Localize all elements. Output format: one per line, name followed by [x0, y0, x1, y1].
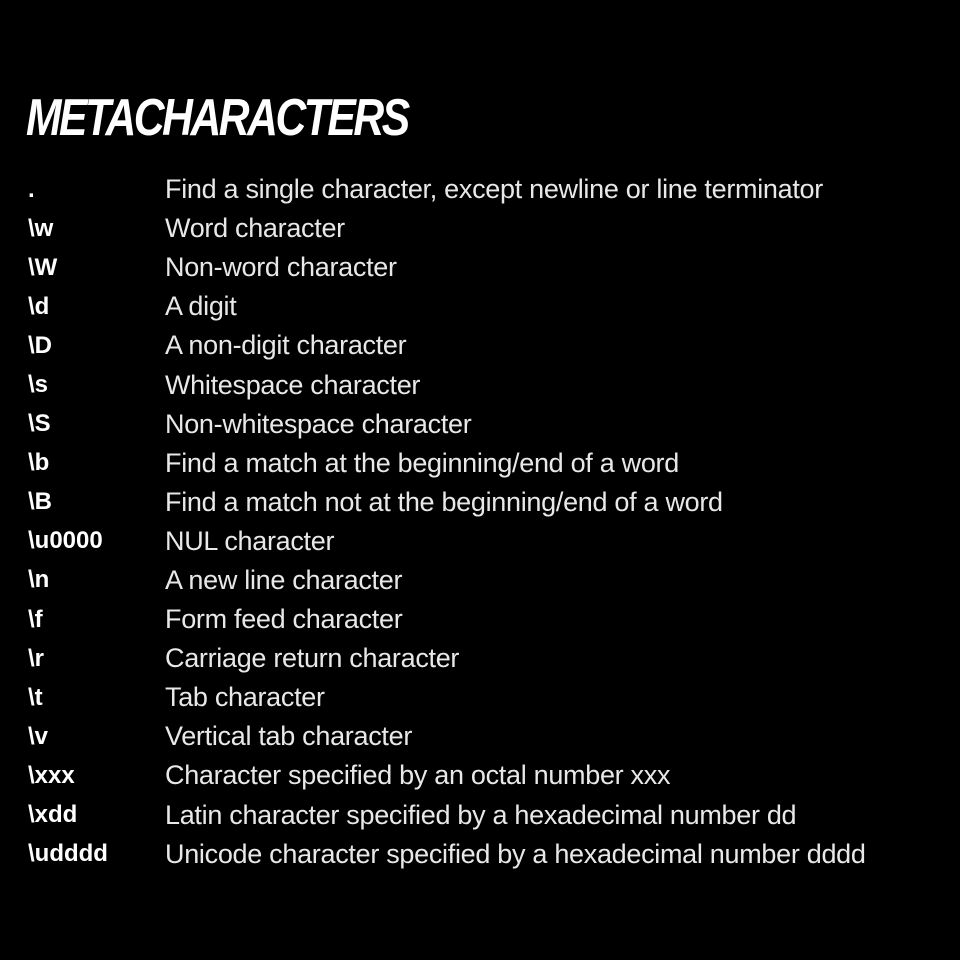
list-item: [28, 209, 866, 248]
metacharacter: .: [28, 175, 35, 203]
metacharacter: \d: [28, 292, 50, 320]
list-item: [28, 326, 866, 365]
list-item: [28, 639, 866, 678]
description: Carriage return character: [165, 643, 460, 674]
list-item: [28, 522, 866, 561]
list-item: [28, 756, 866, 795]
list-item: [28, 600, 866, 639]
list-item: [28, 287, 866, 326]
metacharacter: \t: [28, 683, 43, 711]
metacharacter: \D: [28, 331, 52, 359]
metacharacter: \s: [28, 371, 49, 399]
metacharacter: \u0000: [28, 527, 103, 555]
metacharacter: \r: [28, 644, 45, 672]
description: Latin character specified by a hexadecimal number dd: [165, 799, 797, 830]
metacharacter: \xxx: [28, 761, 75, 789]
page-title: METACHARACTERS: [26, 89, 408, 147]
metacharacter: \f: [28, 605, 43, 633]
list-item: [28, 483, 866, 522]
list-item: [28, 444, 866, 483]
metacharacter: \b: [28, 449, 50, 477]
metacharacter: \v: [28, 722, 49, 750]
description: Unicode character specified by a hexadecimal number dddd: [165, 838, 866, 869]
description: A new line character: [165, 564, 403, 595]
description: Vertical tab character: [165, 721, 413, 752]
metacharacter: \xdd: [28, 801, 78, 829]
description: Tab character: [165, 682, 325, 713]
metacharacter: \B: [28, 488, 52, 516]
list-item: [28, 678, 866, 717]
metacharacter: \udddd: [28, 840, 108, 868]
description: A non-digit character: [165, 330, 407, 361]
list-item: [28, 561, 866, 600]
list-item: [28, 405, 866, 444]
metacharacter-list: [28, 170, 866, 874]
description: Whitespace character: [165, 369, 421, 400]
description: Non-word character: [165, 252, 397, 283]
list-item: [28, 248, 866, 287]
description: A digit: [165, 291, 237, 322]
description: Non-whitespace character: [165, 408, 472, 439]
list-item: [28, 796, 866, 835]
list-item: [28, 170, 866, 209]
description: Word character: [165, 213, 345, 244]
description: Find a match not at the beginning/end of a word: [165, 486, 723, 517]
metacharacter: \w: [28, 214, 54, 242]
metacharacter: \S: [28, 410, 51, 438]
metacharacter: \W: [28, 253, 58, 281]
description: Character specified by an octal number xxx: [165, 760, 671, 791]
list-item: [28, 365, 866, 404]
description: Find a match at the beginning/end of a word: [165, 447, 679, 478]
list-item: [28, 717, 866, 756]
list-item: [28, 835, 866, 874]
metacharacter: \n: [28, 566, 50, 594]
description: NUL character: [165, 525, 335, 556]
description: Form feed character: [165, 604, 403, 635]
description: Find a single character, except newline or line terminator: [165, 174, 823, 205]
